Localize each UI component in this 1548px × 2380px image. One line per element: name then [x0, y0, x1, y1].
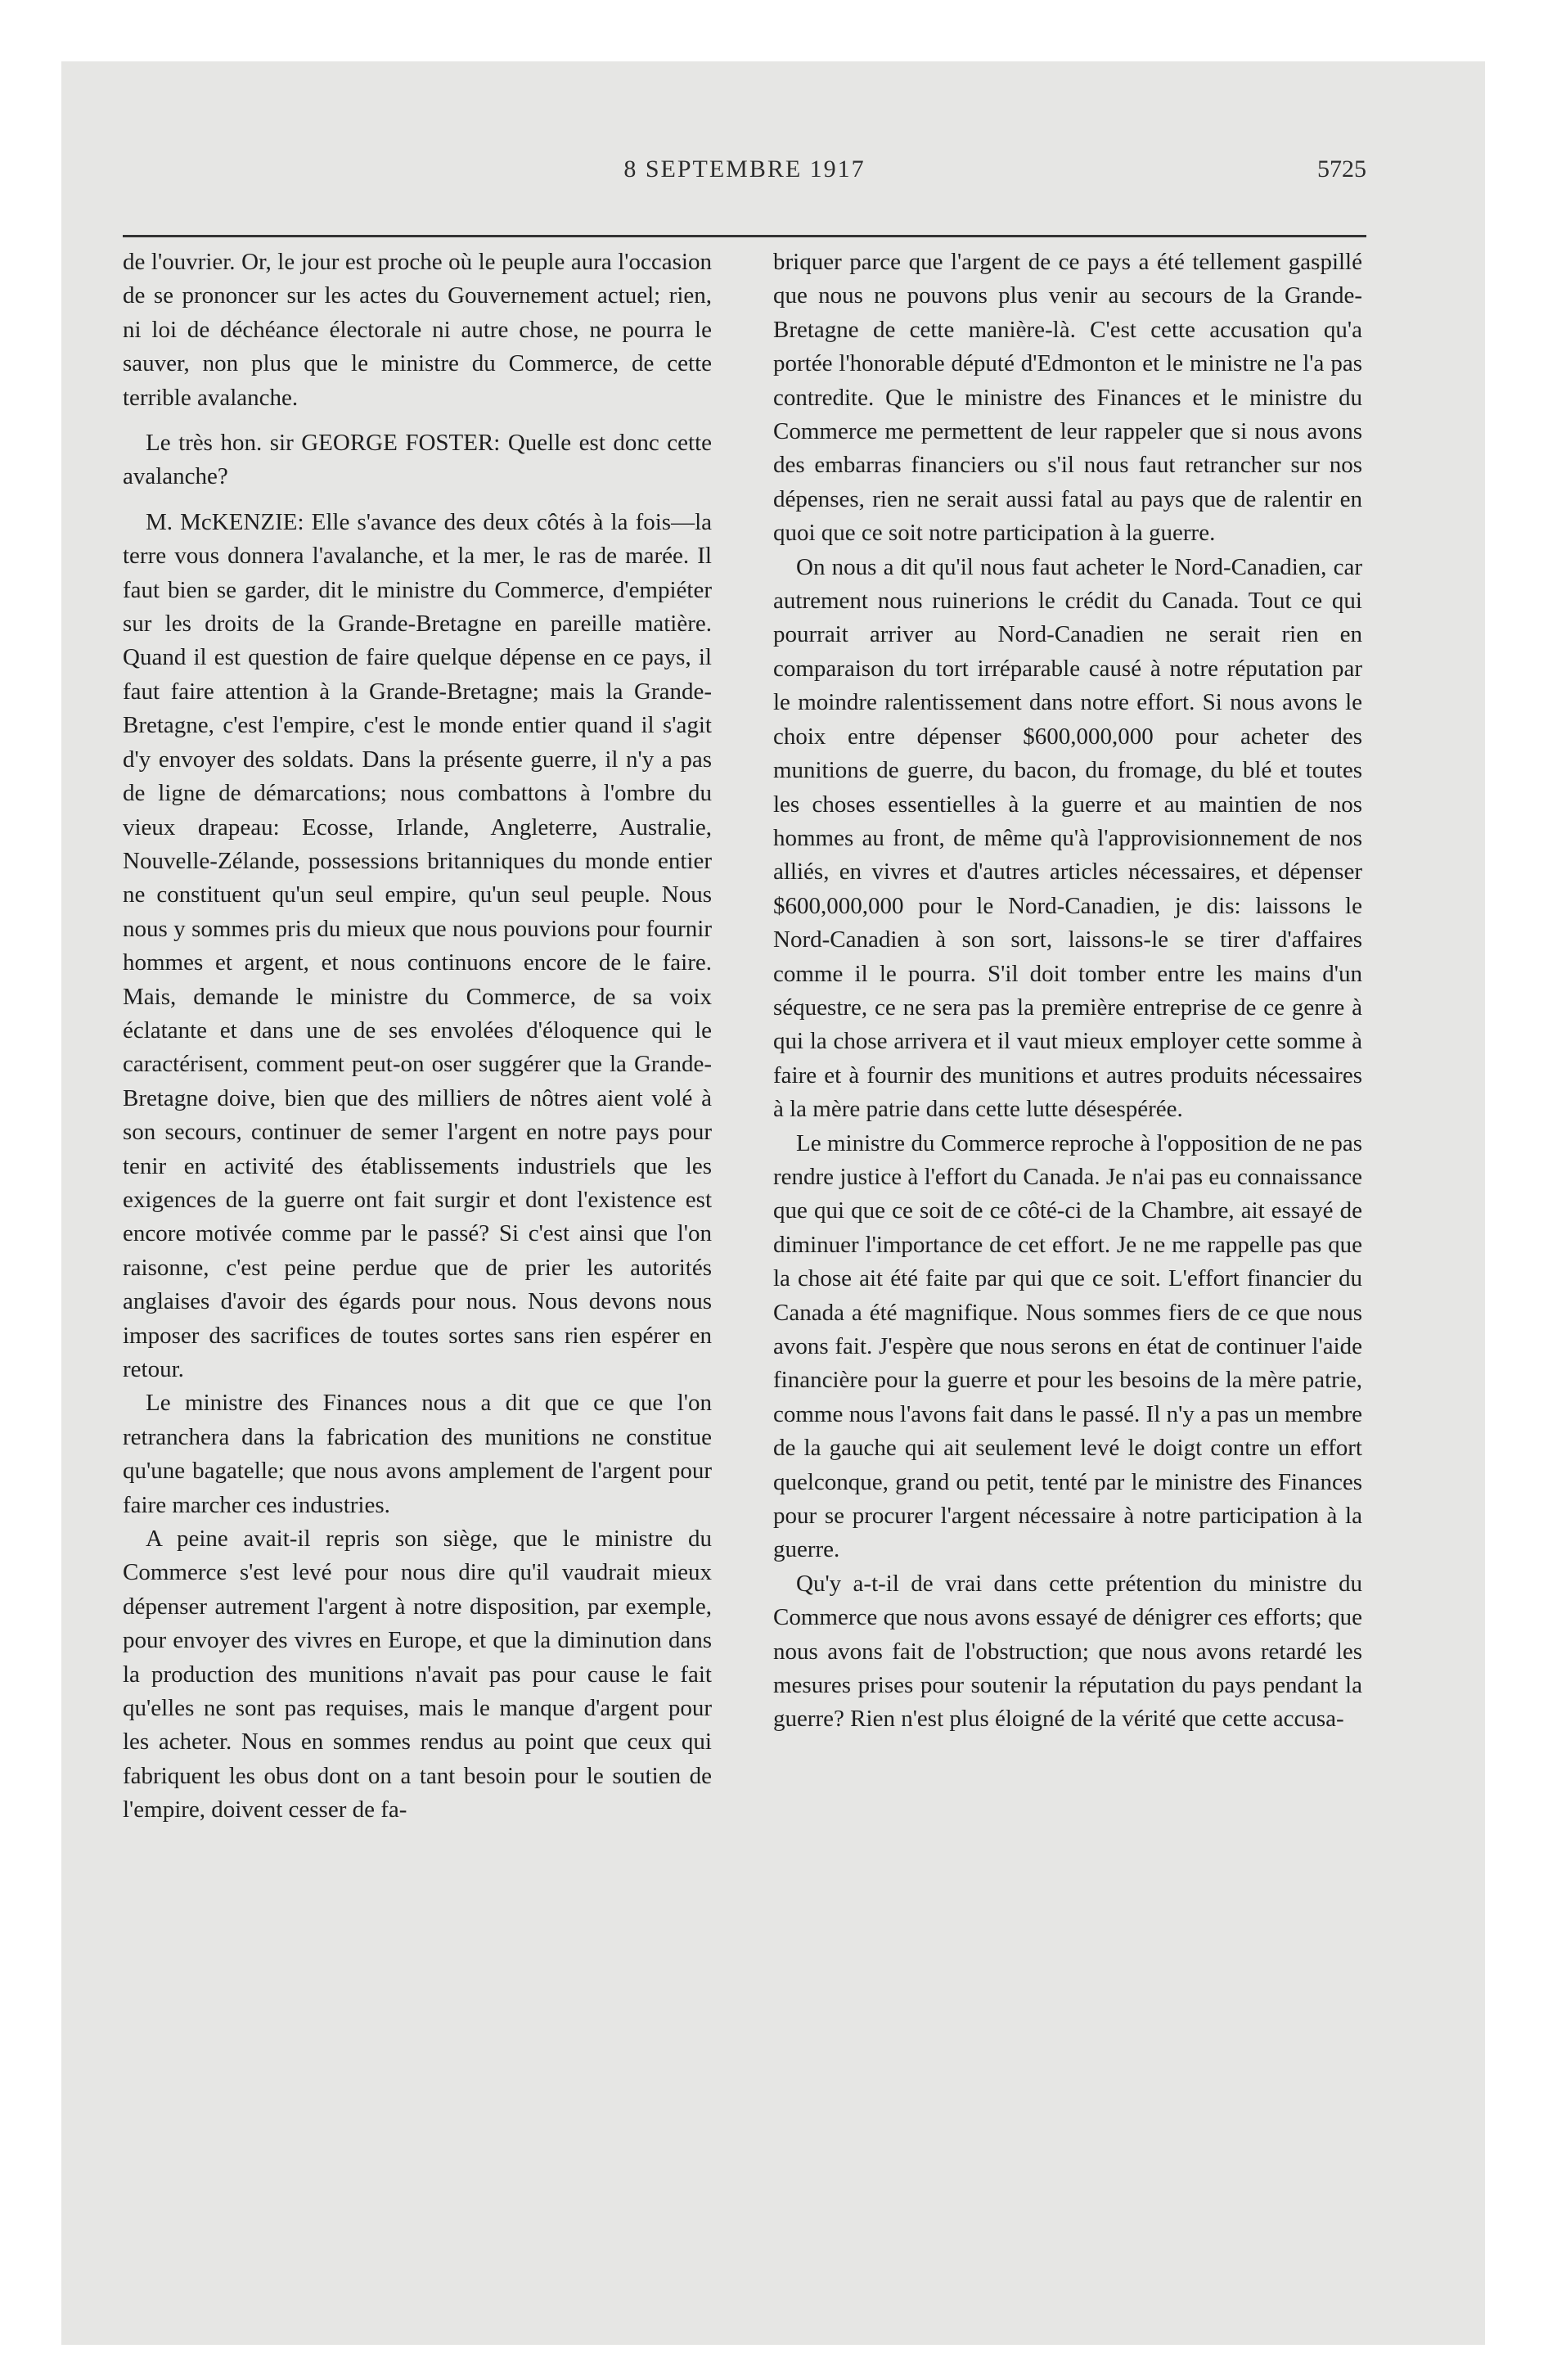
- paragraph: Qu'y a-t-il de vrai dans cette prétention du ministre du Commerce que nous avons essayé de dénigrer ces efforts; que nous avons fait de l'obstruction; que nous avons retardé les mesures prises pour soutenir la réputation du pays pendant la guerre? Rien n'est plus éloigné de la vérité que cette accusa-: [773, 1570, 1362, 1733]
- paragraph: A peine avait-il repris son siège, que le ministre du Commerce s'est levé pour nous dire qu'il vaudrait mieux dépenser autrement l'argent à notre disposition, par exemple, pour envoyer des vivres en Europe, et que la diminution dans la production des munitions n'avait pas pour cause le fait qu'elles ne sont pas requises, mais le manque d'argent pour les acheter. Nous en sommes rendus au point que ceux qui fabriquent les obus dont on a tant besoin pour le soutien de l'empire, doivent cesser de fa-: [123, 1526, 712, 1823]
- paragraph: de l'ouvrier. Or, le jour est proche où le peuple aura l'occasion de se prononcer sur les actes du Gouvernement actuel; rien, ni loi de déchéance électorale ni autre chose, ne pourra le sauver, non plus que le ministre du Commerce, de cette terrible avalanche.: [123, 249, 712, 411]
- paragraph: Le très hon. sir GEORGE FOSTER: Quelle est donc cette avalanche?: [123, 430, 712, 490]
- header-rule: [123, 235, 1366, 237]
- page-header: [123, 156, 1366, 205]
- page-number: 5725: [1317, 156, 1366, 183]
- paragraph: On nous a dit qu'il nous faut acheter le Nord-Canadien, car autrement nous ruinerions le crédit du Canada. Tout ce qui pourrait arriver au Nord-Canadien ne serait rien en comparaison du tort irréparable causé à notre réputation par le moindre ralentissement dans notre effort. Si nous avons le choix entre dépenser $600,000,000 pour acheter des munitions de guerre, du bacon, du fromage, du blé et toutes les choses essentielles à la guerre et au maintien de nos hommes au front, de même qu'à l'approvisionnement de nos alliés, en vivres et d'autres articles nécessaires, et dépenser $600,000,000 pour le Nord-Canadien, je dis: laissons le Nord-Canadien à son sort, laissons-le se tirer d'affaires comme il le pourra. S'il doit tomber entre les mains d'un séquestre, ce ne sera pas la première entreprise de ce genre à qui la chose arrivera et il vaut mieux employer cette somme à faire et à fournir des munitions et autres produits nécessaires à la mère patrie dans cette lutte désespérée.: [773, 553, 1362, 1123]
- paragraph: Le ministre des Finances nous a dit que ce que l'on retranchera dans la fabrication des munitions ne constitue qu'une bagatelle; que nous avons amplement de l'argent pour faire marcher ces industries.: [123, 1390, 712, 1518]
- paragraph: Le ministre du Commerce reproche à l'opposition de ne pas rendre justice à l'effort du Canada. Je n'ai pas eu connaissance que qui que ce soit de ce côté-ci de la Chambre, ait essayé de diminuer l'importance de cet effort. Je ne me rappelle pas que la chose ait été faite par qui que ce soit. L'effort financier du Canada a été magnifique. Nous sommes fiers de ce que nous avons fait. J'espère que nous serons en état de continuer l'aide financière pour la guerre et pour les besoins de la mère patrie, comme nous l'avons fait dans le passé. Il n'y a pas un membre de la gauche qui ait seulement levé le doigt contre un effort quelconque, grand ou petit, tenté par le ministre des Finances pour se procurer l'argent nécessaire à notre participation à la guerre.: [773, 1129, 1362, 1563]
- left-column: [123, 246, 712, 1828]
- paragraph: briquer parce que l'argent de ce pays a été tellement gaspillé que nous ne pouvons plus venir au secours de la Grande-Bretagne de cette manière-là. C'est cette accusation qu'a portée l'honorable député d'Edmonton et le ministre ne l'a pas contredite. Que le ministre des Finances et le ministre du Commerce me permettent de leur rappeler que si nous avons des embarras financiers ou s'il nous faut retrancher sur nos dépenses, rien ne serait aussi fatal au pays que de ralentir en quoi que ce soit notre participation à la guerre.: [773, 249, 1362, 547]
- right-column: [773, 246, 1362, 1737]
- page-date: 8 SEPTEMBRE 1917: [623, 156, 866, 183]
- paragraph: M. McKENZIE: Elle s'avance des deux côtés à la fois—la terre vous donnera l'avalanche, et la mer, le ras de marée. Il faut bien se garder, dit le ministre du Commerce, d'empiéter sur les droits de la Grande-Bretagne en pareille matière. Quand il est question de faire quelque dépense en ce pays, il faut faire attention à la Grande-Bretagne; mais la Grande-Bretagne, c'est l'empire, c'est le monde entier quand il s'agit d'y envoyer des soldats. Dans la présente guerre, il n'y a pas de ligne de démarcations; nous combattons à l'ombre du vieux drapeau: Ecosse, Irlande, Angleterre, Australie, Nouvelle-Zélande, possessions britanniques du monde entier ne constituent qu'un seul empire, qu'un seul peuple. Nous nous y sommes pris du mieux que nous pouvions pour fournir hommes et argent, et nous continuons encore de le faire. Mais, demande le ministre du Commerce, de sa voix éclatante et dans une de ses envolées d'éloquence qui le caractérisent, comment peut-on oser suggérer que la Grande-Bretagne doive, bien que des milliers de nôtres aient volé à son secours, continuer de semer l'argent en notre pays pour tenir en activité des établissements industriels que les exigences de la guerre ont fait surgir et dont l'existence est encore motivée comme par le passé? Si c'est ainsi que l'on raisonne, c'est peine perdue que de prier les autorités anglaises d'avoir des égards pour nous. Nous devons nous imposer des sacrifices de toutes sortes sans rien espérer en retour.: [123, 508, 712, 1382]
